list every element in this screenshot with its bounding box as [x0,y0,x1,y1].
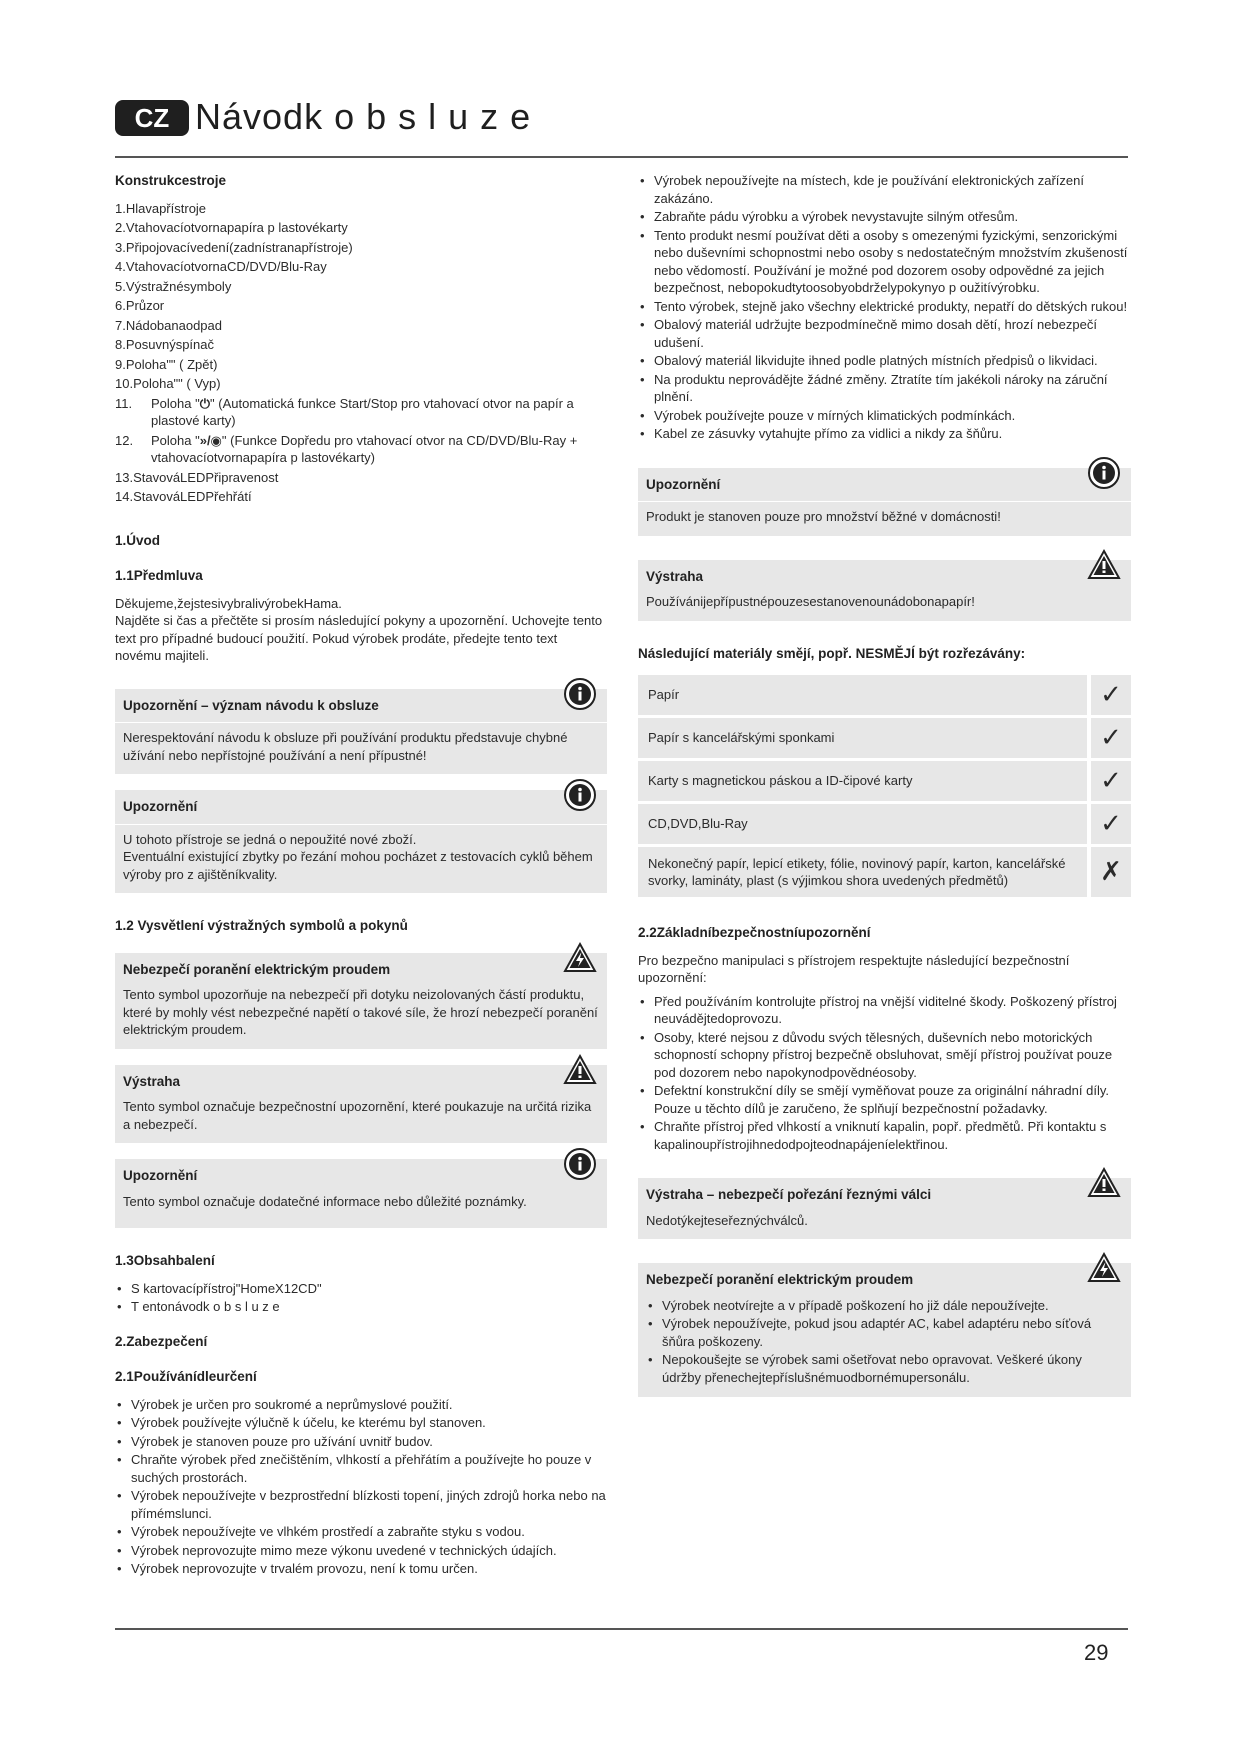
basic-safety-heading: 2.2Základníbezpečnostníupozornění [638,925,871,940]
intended-use-list [115,1396,607,1578]
note-box-household [638,468,1131,536]
warning-box-paper [638,560,1131,621]
part-item: 1.Hlavapřístroje [115,200,207,216]
warning-icon [1087,548,1121,582]
list-item: • Defektní konstrukční díly se smějí vyměňovat pouze za originální náhradní díly. Pouze u těchto dílů je zaručeno, že splňují bezpečnostní požadavky. [638,1082,1131,1117]
part-item: 12. Poloha "»/◉" (Funkce Dopředu pro vtahovací otvor na CD/DVD/Blu-Ray + vtahovacíotvornapapíra p lastovékarty) [115,432,578,465]
list-item: • Výrobek nepoužívejte v bezprostřední blízkosti topení, jiných zdrojů horka nebo na přímémslunci. [115,1487,607,1522]
part-item: 7.Nádobanaodpad [115,317,222,333]
box-title: Upozornění [646,476,721,492]
box-title: Výstraha [123,1073,181,1089]
check-icon: ✓ [1087,675,1131,715]
intro-heading: 1.Úvod [115,532,161,548]
right-column [638,172,1131,1397]
part-item: 6.Průzor [115,298,165,313]
electric-shock-box [115,953,607,1049]
parts-list [115,200,607,506]
material-name: Papír s kancelářskými sponkami [638,718,1087,758]
list-item: • Výrobek používejte výlučně k účelu, ke kterému byl stanoven. [115,1414,607,1432]
document-title: Návodk o b s l u z e [195,96,532,137]
page-number: 29 [1084,1640,1109,1665]
list-item: • Výrobek nepoužívejte ve vlhkém prostředí a zabraňte styku s vodou. [115,1523,607,1541]
list-item: • S kartovacípřístroj"HomeX12CD" [115,1280,607,1298]
info-icon [563,677,597,711]
warning-box [115,1065,607,1144]
list-item: • Výrobek nepoužívejte, pokud jsou adaptér AC, kabel adaptéru nebo síťová šňůra poškozeny. [646,1315,1123,1350]
info-icon [563,1147,597,1181]
box-title: Upozornění – význam návodu k obsluze [123,697,379,713]
check-icon: ✓ [1087,718,1131,758]
preface-heading: 1.1Předmluva [115,568,203,583]
material-name: CD,DVD,Blu-Ray [638,804,1087,844]
box-text: Nedotýkejteseřeznýchválců. [646,1212,808,1228]
material-name: Papír [638,675,1087,715]
materials-table [638,672,1131,900]
list-item: • Tento výrobek, stejně jako všechny elektrické produkty, nepatří do dětských rukou! [638,298,1131,316]
table-row [638,804,1131,844]
preface-text: Najděte si čas a přečtěte si prosím následující pokyny a upozornění. Uchovejte tento text pro případné budoucí použití. Pokud výrobek prodáte, předejte tento text novému majiteli. [115,613,603,663]
electric-shock-box-2 [638,1263,1131,1397]
box-text: Používánijepřípustnépouzesestanovenounádobonapapír! [646,594,975,609]
table-row [638,761,1131,801]
language-badge: CZ [115,100,189,136]
box-title: Nebezpečí poranění elektrickým proudem [123,961,391,977]
box-title: Nebezpečí poranění elektrickým proudem [646,1272,914,1287]
note-box-info [115,1159,607,1228]
safety-heading: 2.Zabezpečení [115,1333,208,1349]
box-title: Výstraha – nebezpečí pořezání řeznými válci [646,1187,932,1202]
list-item: • Obalový materiál udržujte bezpodmínečně mimo dosah dětí, hrozí nebezpečí udušení. [638,316,1131,351]
box-title: Výstraha [646,568,704,584]
symbols-heading: 1.2 Vysvětlení výstražných symbolů a pokynů [115,918,408,933]
list-item: • Kabel ze zásuvky vytahujte přímo za vidlici a nikdy za šňůru. [638,425,1131,443]
box-text: Nerespektování návodu k obsluze při používání produktu představuje chybné užívání nebo nepřístojné používání a není přípustné! [123,730,568,763]
list-item: • Tento produkt nesmí používat děti a osoby s omezenými fyzickými, senzorickými nebo duševními schopnostmi nebo osoby s nedostatečným množstvím zkušeností nebo vědomostí. Používání je možné pod dozorem osoby odpovědné za jejich bezpečnost, nebopokudtytoosobyobdrželypokynyo p oužitívýrobku. [638,227,1131,297]
material-name: Karty s magnetickou páskou a ID-čipové karty [638,761,1087,801]
list-item: • Na produktu neprovádějte žádné změny. Ztratíte tím jakékoli nároky na záruční plnění. [638,371,1131,406]
part-item: 10.Poloha"" ( Vyp) [115,376,221,391]
part-item: 9.Poloha"" ( Zpět) [115,356,218,372]
left-column [115,172,607,1579]
package-heading: 1.3Obsahbalení [115,1253,215,1268]
materials-heading: Následující materiály smějí, popř. NESMĚJÍ být rozřezávány: [638,645,1026,661]
list-item: • Před používáním kontrolujte přístroj na vnější viditelné škody. Poškozený přístroj neuvádějtedoprovozu. [638,993,1131,1028]
electric-warning-icon [563,941,597,975]
part-item: 13.StavováLEDPřipravenost [115,469,279,485]
box-text: Produkt je stanoven pouze pro množství běžné v domácnosti! [646,509,1001,524]
list-item: • T entonávodk o b s l u z e [115,1298,607,1316]
forward-icon: »/◉ [199,432,222,448]
part-number: 11. [115,395,133,411]
list-item: • Výrobek je stanoven pouze pro užívání uvnitř budov. [115,1433,607,1451]
list-item: • Chraňte přístroj před vlhkostí a vniknutí kapalin, popř. předmětů. Při kontaktu s kapalinoupřístrojihnedodpojteodnapájeníelektřinou. [638,1118,1131,1153]
warning-icon [1087,1166,1121,1200]
table-row [638,718,1131,758]
part-item: 5.Výstražnésymboly [115,278,232,294]
list-item: • Výrobek je určen pro soukromé a neprůmyslové použití. [115,1396,607,1414]
list-item: • Výrobek nepoužívejte na místech, kde je používání elektronických zařízení zakázáno. [638,172,1131,207]
electric-warning-icon [1087,1251,1121,1285]
table-row [638,675,1131,715]
warning-icon [563,1053,597,1087]
part-item: 3.Připojovacívedení(zadnístranapřístroje) [115,239,353,255]
part-item: 8.Posuvnýspínač [115,337,215,352]
list-item: • Výrobek neprovozujte v trvalém provozu, není k tomu určen. [115,1560,607,1578]
list-item: • Osoby, které nejsou z důvodu svých tělesných, duševních nebo motorických schopností schopny přístroj bezpečně obsluhovat, smějí přístroj používat pouze pod dozorem nebo napokynodpovědnéosoby. [638,1029,1131,1082]
part-item: 4.VtahovacíotvornaCD/DVD/Blu-Ray [115,259,327,274]
part-item: 11. Poloha "⏻" (Automatická funkce Start/Stop pro vtahovací otvor na papír a plastové karty) [115,395,574,428]
basic-safety-intro: Pro bezpečno manipulaci s přístrojem respektujte následující bezpečnostní upozornění: [638,952,1070,985]
list-item: • Výrobek používejte pouze v mírných klimatických podmínkách. [638,407,1131,425]
box-text: Eventuální existující zbytky po řezání mohou pocházet z testovacích cyklů během výroby pro z ajištěníkvality. [123,849,593,882]
part-item: 2.Vtahovacíotvornapapíra p lastovékarty [115,220,348,235]
note-box-new-goods [115,790,607,893]
info-icon [563,778,597,812]
list-item: • Výrobek neprovozujte mimo meze výkonu uvedené v technických údajích. [115,1542,607,1560]
material-name: Nekonečný papír, lepicí etikety, fólie, novinový papír, karton, kancelářské svorky, lamináty, plast (s výjimkou shora uvedených předmětů) [638,847,1087,897]
list-item: • Obalový materiál likvidujte ihned podle platných místních předpisů o likvidaci. [638,352,1131,370]
list-item: • Chraňte výrobek před znečištěním, vlhkostí a přehřátím a používejte ho pouze v suchých prostorách. [115,1451,607,1486]
part-item: 14.StavováLEDPřehřátí [115,489,252,504]
check-icon: ✓ [1087,761,1131,801]
package-list [115,1280,607,1316]
box-text: Tento symbol označuje dodatečné informace nebo důležité poznámky. [123,1193,527,1209]
electric-list [646,1297,1123,1387]
check-icon: ✓ [1087,804,1131,844]
table-row [638,847,1131,897]
box-text: Tento symbol označuje bezpečnostní upozornění, které poukazuje na určitá rizika a nebezpečí. [123,1099,592,1132]
power-icon: ⏻ [199,395,211,411]
basic-safety-list [638,993,1131,1154]
list-item: • Nepokoušejte se výrobek sami ošetřovat nebo opravovat. Veškeré úkony údržby přenechejtepříslušnémuodbornémupersonálu. [646,1351,1123,1386]
part-number: 12. [115,432,134,448]
box-text: Tento symbol upozorňuje na nebezpečí při dotyku neizolovaných částí produktu, které by mohly vést nebezpečné napětí o takové síle, že hrozí nebezpečí poranění elektrickým proudem. [123,987,598,1037]
page-header [115,96,1128,158]
box-title: Upozornění [123,799,198,814]
safety-list [638,172,1131,443]
note-box-manual [115,689,607,775]
info-icon [1087,456,1121,490]
construction-heading: Konstrukcestroje [115,173,227,188]
preface-thanks: Děkujeme,žejstesivybralivýrobekHama. [115,595,342,611]
list-item: • Výrobek neotvírejte a v případě poškození ho již dále nepoužívejte. [646,1297,1123,1315]
footer-divider [115,1628,1128,1630]
box-text: U tohoto přístroje se jedná o nepoužité nové zboží. [123,831,417,847]
intended-use-heading: 2.1Používánídleurčení [115,1369,257,1384]
list-item: • Zabraňte pádu výrobku a výrobek nevystavujte silným otřesům. [638,208,1131,226]
box-title: Upozornění [123,1168,198,1183]
cross-icon: ✗ [1087,847,1131,897]
warning-box-blades [638,1178,1131,1239]
